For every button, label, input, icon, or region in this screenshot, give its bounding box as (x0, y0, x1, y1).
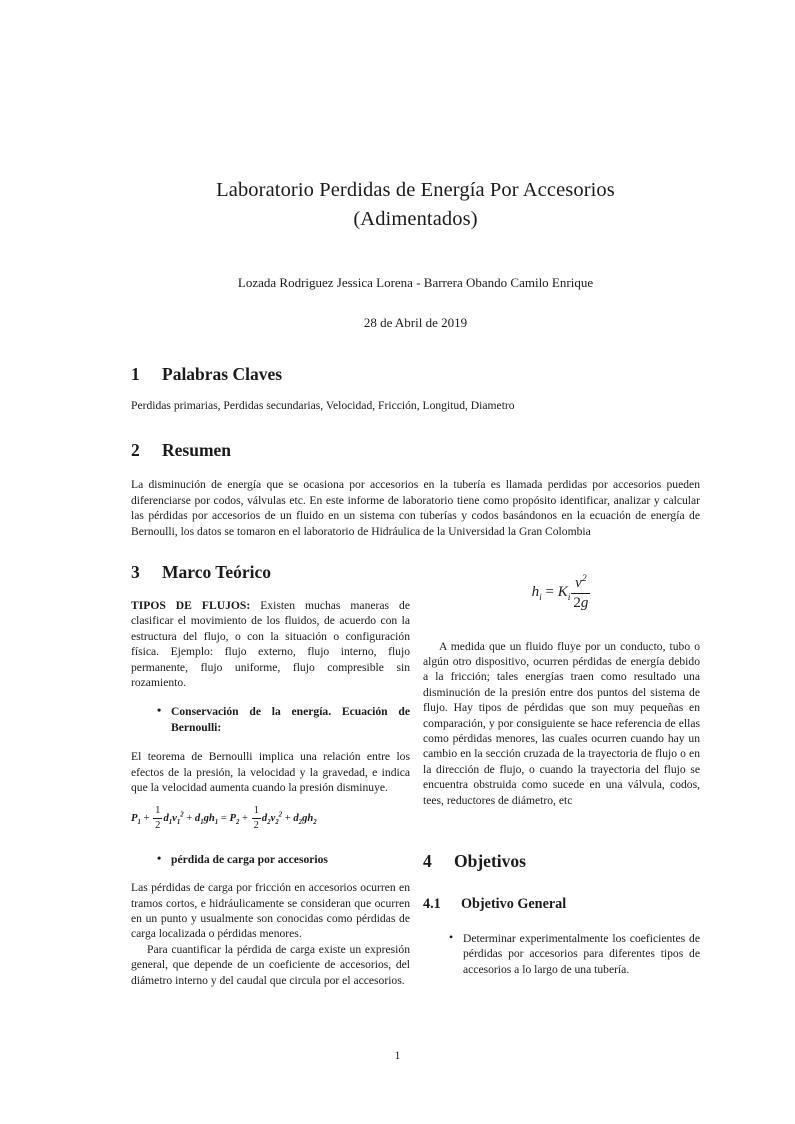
page-content (131, 0, 700, 987)
list-item (157, 704, 410, 735)
left-column (131, 561, 410, 988)
tipos-de-flujos-paragraph (131, 598, 410, 690)
bullet-icon: • (157, 850, 162, 865)
list-item (157, 852, 410, 867)
keywords-line: Perdidas primarias, Perdidas secundarias, Velocidad, Fricción, Longitud, Diametro (131, 399, 515, 412)
conservacion-energia-list (131, 704, 410, 735)
title-block (131, 0, 700, 332)
section-title: Objetivos (454, 851, 526, 871)
section-heading-resumen (131, 439, 700, 461)
section-title: Marco Teórico (162, 562, 272, 583)
section-title: Palabras Claves (162, 364, 283, 384)
subsection-number: 4.1 (423, 896, 441, 912)
objetivo-general-list (423, 931, 700, 977)
tipos-de-flujos-body: Existen muchas maneras de clasificar el movimiento de los fluidos, de acuerdo con la estructura del flujo, o con la situación o configuración física. Ejemplo: flujo externo, flujo interno, flujo permanente, flujo uniforme, flujo compresible sin rozamiento. (131, 599, 410, 690)
title-line-2: (Adimentados) (353, 208, 478, 230)
list-item (449, 931, 700, 977)
list-item-text: Determinar experimentalmente los coeficientes de pérdidas por accesorios para diferentes tipos de accesorios a lo largo de una tubería. (463, 932, 700, 976)
title-line-1: Laboratorio Perdidas de Energía Por Accesorios (216, 179, 615, 201)
resumen-body: La disminución de energía que se ocasiona por accesorios en la tubería es llamada perdidas por accesorios pueden diferenciarse por codos, válvulas etc. En este informe de laboratorio tiene como propósito identificar, analizar y calcular las pérdidas por accesorios de un fluido en un sistema con tuberías y codos basándonos en la ecuación de energía de Bernoulli, los datos se tomaron en el laboratorio de Hidráulica de la Universidad la Gran Colombia (131, 478, 700, 538)
section-number: 2 (131, 440, 140, 461)
section-heading-objetivos (423, 850, 700, 872)
authors: Lozada Rodriguez Jessica Lorena - Barrera Obando Camilo Enrique (237, 275, 594, 290)
subsection-heading-objetivo-general (423, 895, 700, 914)
hi-equation: $h_i = K_i$ $\frac{v^2}{2g}$ (531, 573, 589, 612)
fluido-paragraph: A medida que un fluido fluye por un conducto, tubo o algún otro dispositivo, ocurren pérdidas de energía debido a la fricción; tales energías traen como resultado una disminución de la presión entre dos puntos del sistema de flujo. Hay tipos de pérdidas que son muy pequeñas en comparación, y por consiguiente se hace referencia de ellas como pérdidas menores, las cuales ocurren cuando hay un cambio en la sección cruzada de la trayectoria de flujo o en la dirección de flujo, o cuando la trayectoria del flujo se encuentra obstruida como sucede en una válvula, codos, tees, reductores de diámetro, etc (423, 639, 700, 807)
section-title: Resumen (162, 440, 232, 461)
bernoulli-equation: $P_1$ + $\frac{1}{2}$ $d_1v_1^2 + d_1gh_1 = P_2$ + $\frac{1}{2}$ $d_2v_2^2 + d_2gh_2$ (131, 804, 317, 831)
subsection-title: Objetivo General (461, 896, 567, 912)
section-number: 4 (423, 851, 432, 871)
section-heading-palabras-claves (131, 363, 700, 385)
section-number: 3 (131, 562, 140, 583)
list-item-label: pérdida de carga por accesorios (171, 852, 328, 866)
bullet-icon: • (449, 930, 454, 944)
page-title (131, 176, 700, 234)
right-column (423, 561, 700, 977)
tipos-de-flujos-label: TIPOS DE FLUJOS: (131, 599, 251, 613)
page-number: 1 (394, 1050, 401, 1062)
perdidas-paragraph-2: Para cuantificar la pérdida de carga existe un expresión general, que depende de un coeficiente de accesorios, del diámetro interno y del caudal que circula por el accesorios. (131, 942, 410, 987)
bernoulli-paragraph: El teorema de Bernoulli implica una relación entre los efectos de la presión, la velocidad y la gravedad, e indica que la velocidad aumenta cuando la presión disminuye. (131, 750, 410, 795)
section-heading-marco-teorico (131, 561, 410, 583)
section-number: 1 (131, 364, 140, 384)
perdida-carga-list (131, 852, 410, 867)
publication-date: 28 de Abril de 2019 (363, 315, 468, 330)
perdidas-paragraph-1: Las pérdidas de carga por fricción en accesorios ocurren en tramos cortos, e hidráulicamente se consideran que ocurren en un punto y usualmente son conocidas como pérdidas de carga localizada o pérdidas menores. (131, 881, 410, 941)
bullet-icon: • (157, 703, 162, 718)
list-item-label: Conservación de la energía. Ecuación de Bernoulli: (171, 705, 410, 734)
